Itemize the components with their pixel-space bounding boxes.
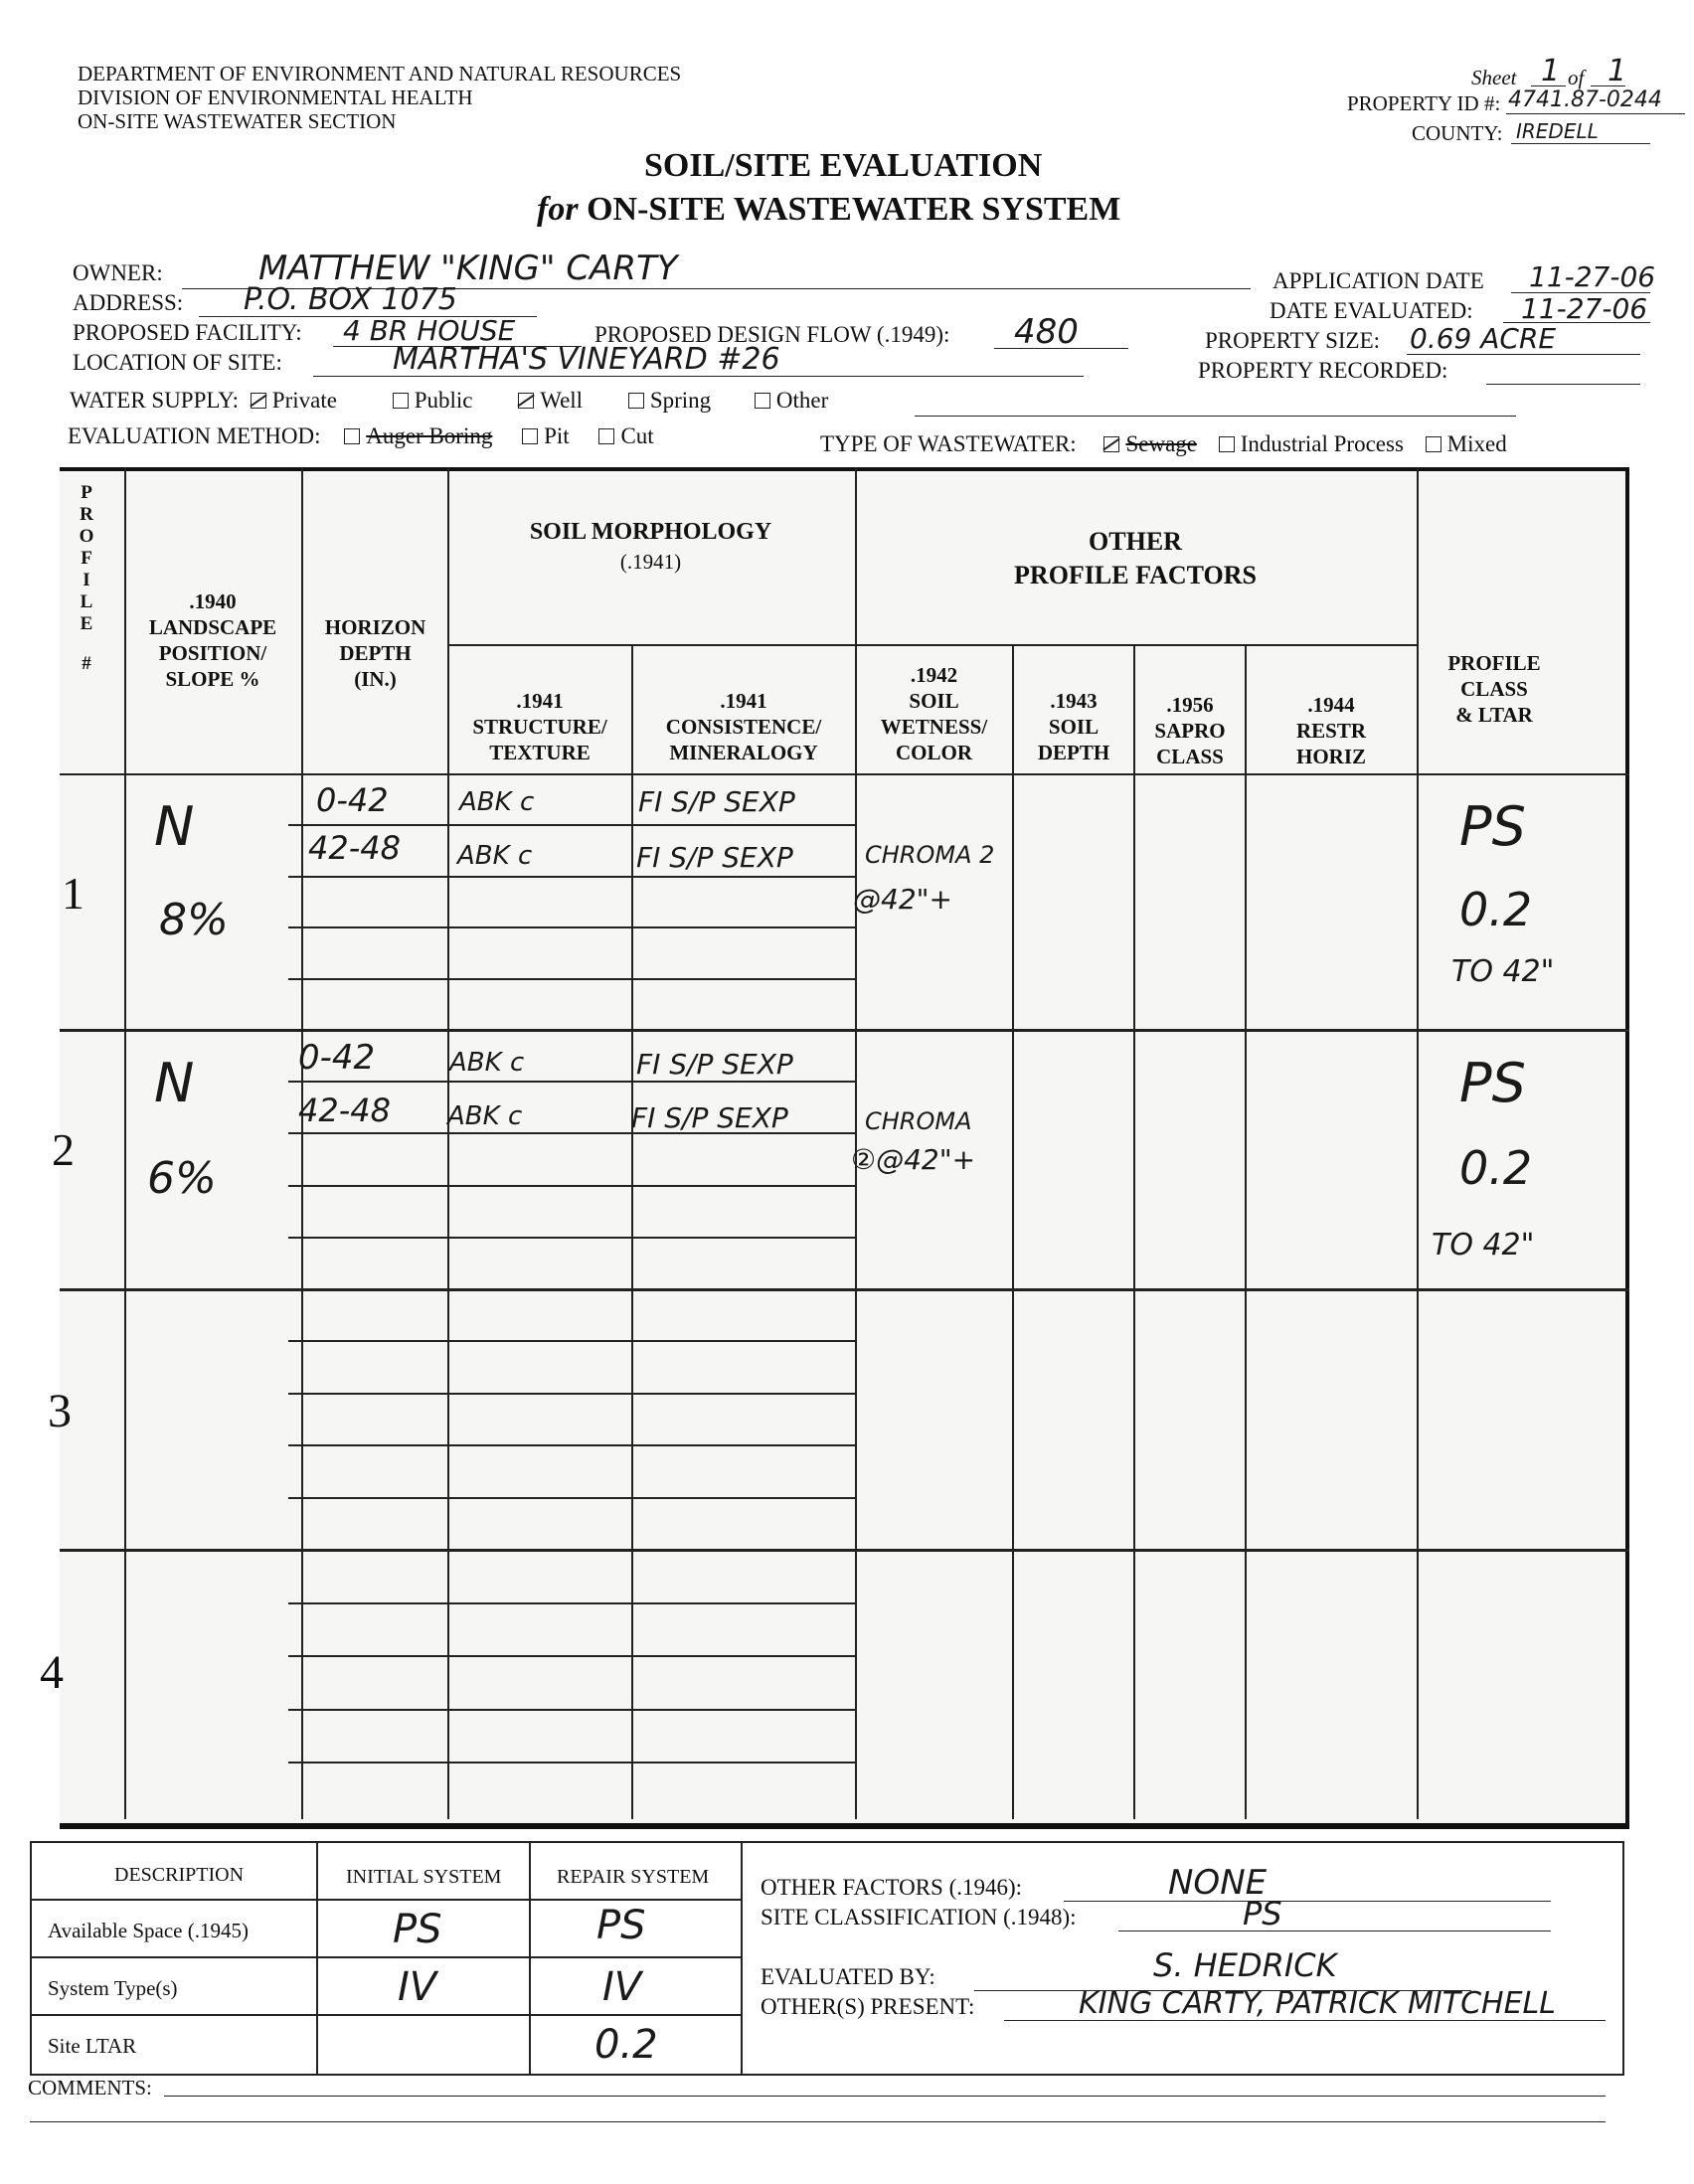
horizon-row-line — [288, 1081, 855, 1083]
subtitle-for: for — [537, 191, 579, 228]
dept-name: DEPARTMENT OF ENVIRONMENT AND NATURAL RESOURCES — [78, 62, 682, 85]
horizon-row-line — [288, 978, 855, 980]
division-name: DIVISION OF ENVIRONMENTAL HEALTH — [78, 85, 473, 109]
horizon-row-line — [288, 1393, 855, 1395]
address-label: ADDRESS: — [73, 290, 184, 315]
water-supply-row — [70, 388, 828, 414]
p1-landscape[interactable]: N — [154, 795, 195, 858]
profile-number-2: 2 — [52, 1124, 75, 1175]
water-supply-label: WATER SUPPLY: — [70, 388, 240, 413]
profile-number-4: 4 — [40, 1646, 64, 1699]
soil-depth-header: .1943 SOIL DEPTH — [1037, 689, 1110, 764]
horizon-row-line — [288, 1237, 855, 1239]
public-checkbox[interactable] — [393, 393, 409, 409]
p2-ltar-depth[interactable]: TO 42" — [1432, 1228, 1535, 1262]
spring-checkbox[interactable] — [628, 393, 644, 409]
wastewater-label: TYPE OF WASTEWATER: — [820, 431, 1077, 456]
design-flow-label: PROPOSED DESIGN FLOW (.1949): — [594, 322, 950, 347]
others-present-field[interactable]: KING CARTY, PATRICK MITCHELL — [1079, 1986, 1556, 2021]
app-date-label: APPLICATION DATE — [1272, 268, 1484, 293]
industrial-checkbox[interactable] — [1219, 436, 1235, 452]
landscape-header: .1940 LANDSCAPE POSITION/ SLOPE % — [148, 589, 277, 691]
site-ltar-label: Site LTAR — [48, 2034, 137, 2058]
system-type-initial[interactable]: IV — [398, 1964, 437, 2010]
prop-size-label: PROPERTY SIZE: — [1205, 328, 1381, 353]
location-label: LOCATION OF SITE: — [73, 350, 282, 375]
site-classification-field[interactable]: PS — [1243, 1895, 1282, 1932]
profile-class-header: PROFILE CLASS & LTAR — [1447, 651, 1541, 727]
p1-consistence-2[interactable]: FI S/P SEXP — [636, 841, 793, 874]
date-eval-field[interactable]: 11-27-06 — [1521, 292, 1648, 325]
cut-label: Cut — [620, 423, 654, 448]
p2-depth-2[interactable]: 42-48 — [298, 1092, 391, 1129]
form-title: SOIL/SITE EVALUATION — [644, 147, 1043, 184]
evaluated-by-label: EVALUATED BY: — [761, 1964, 935, 1989]
p2-consistence-2[interactable]: FI S/P SEXP — [631, 1101, 788, 1134]
system-type-label: System Type(s) — [48, 1976, 178, 2000]
pit-label: Pit — [544, 423, 570, 448]
facility-label: PROPOSED FACILITY: — [73, 320, 302, 345]
p2-slope[interactable]: 6% — [147, 1153, 217, 1204]
property-id-value: 4741.87-0244 — [1508, 87, 1662, 112]
available-space-initial[interactable]: PS — [393, 1907, 442, 1952]
location-field[interactable]: MARTHA'S VINEYARD #26 — [393, 342, 780, 377]
consistence-header: .1941 CONSISTENCE/ MINERALOGY — [665, 689, 822, 764]
initial-system-header: INITIAL SYSTEM — [346, 1866, 502, 1888]
p1-wetness-2[interactable]: @42"+ — [853, 883, 952, 916]
soil-morphology-header: SOIL MORPHOLOGY (.1941) — [529, 519, 772, 574]
p1-ltar-depth[interactable]: TO 42" — [1451, 954, 1555, 989]
horizon-header: HORIZON DEPTH (IN.) — [324, 615, 426, 691]
form-subtitle — [537, 191, 1120, 229]
sapro-header: .1956 SAPRO CLASS — [1154, 693, 1226, 768]
profile-header: P R O F I L E # — [79, 482, 94, 674]
restr-header: .1944 RESTR HORIZ — [1295, 693, 1367, 768]
sheet-label: Sheet — [1471, 66, 1517, 89]
p1-consistence-1[interactable]: FI S/P SEXP — [638, 785, 795, 818]
sewage-checkbox[interactable] — [1103, 436, 1119, 452]
profile-number-3: 3 — [48, 1385, 72, 1437]
address-field[interactable]: P.O. BOX 1075 — [244, 282, 457, 317]
pit-checkbox[interactable] — [522, 428, 538, 444]
p2-wetness-2[interactable]: ②@42"+ — [851, 1143, 976, 1176]
p1-structure-1[interactable]: ABK c — [459, 787, 535, 817]
p2-structure-1[interactable]: ABK c — [449, 1048, 525, 1078]
eval-method-label: EVALUATION METHOD: — [68, 423, 321, 448]
sheet-info — [1347, 54, 1685, 149]
description-header: DESCRIPTION — [114, 1864, 245, 1886]
p1-wetness-1[interactable]: CHROMA 2 — [865, 841, 995, 869]
owner-label: OWNER: — [73, 260, 163, 285]
p2-ltar[interactable]: 0.2 — [1459, 1141, 1533, 1195]
structure-header: .1941 STRUCTURE/ TEXTURE — [472, 689, 607, 764]
sewage-label: Sewage — [1125, 431, 1197, 456]
p2-class[interactable]: PS — [1459, 1052, 1526, 1114]
horizon-row-line — [288, 824, 855, 826]
horizon-row-line — [288, 1762, 855, 1764]
private-checkbox[interactable] — [251, 393, 266, 409]
p2-depth-1[interactable]: 0-42 — [298, 1038, 376, 1078]
horizon-row-line — [288, 1185, 855, 1187]
system-type-repair[interactable]: IV — [602, 1964, 642, 2010]
property-id-label: PROPERTY ID #: — [1347, 91, 1501, 115]
cut-checkbox[interactable] — [598, 428, 614, 444]
mixed-label: Mixed — [1446, 431, 1507, 456]
other-supply-checkbox[interactable] — [755, 393, 770, 409]
sheet-number: 1 — [1541, 54, 1561, 88]
horizon-row-line — [288, 1709, 855, 1711]
other-supply-label: Other — [775, 388, 829, 413]
p2-landscape[interactable]: N — [154, 1052, 195, 1114]
available-space-repair[interactable]: PS — [596, 1903, 646, 1948]
public-label: Public — [414, 388, 473, 413]
wastewater-row — [820, 431, 1507, 457]
available-space-label: Available Space (.1945) — [48, 1919, 249, 1942]
prop-size-field[interactable]: 0.69 ACRE — [1410, 322, 1557, 355]
p2-consistence-1[interactable]: FI S/P SEXP — [636, 1048, 793, 1081]
prop-recorded-label: PROPERTY RECORDED: — [1198, 358, 1448, 383]
p1-ltar[interactable]: 0.2 — [1459, 883, 1533, 936]
p1-depth-1[interactable]: 0-42 — [316, 781, 389, 819]
agency-header — [78, 62, 681, 133]
p1-class[interactable]: PS — [1459, 795, 1526, 858]
p2-wetness-1[interactable]: CHROMA — [865, 1107, 972, 1135]
p1-slope[interactable]: 8% — [159, 895, 229, 945]
p1-depth-2[interactable]: 42-48 — [308, 829, 401, 867]
comments-label: COMMENTS: — [28, 2076, 152, 2100]
p2-structure-2[interactable]: ABK c — [447, 1101, 523, 1131]
p1-structure-2[interactable]: ABK c — [457, 841, 533, 871]
horizon-row-line — [288, 1655, 855, 1657]
site-ltar-repair[interactable]: 0.2 — [594, 2022, 658, 2068]
horizon-row-line — [288, 1444, 855, 1446]
evaluated-by-field[interactable]: S. HEDRICK — [1153, 1946, 1337, 1984]
date-eval-label: DATE EVALUATED: — [1270, 298, 1473, 323]
other-factors-header: OTHER PROFILE FACTORS — [1014, 527, 1257, 589]
profile-number-1: 1 — [62, 868, 85, 919]
mixed-checkbox[interactable] — [1426, 436, 1441, 452]
others-present-label: OTHER(S) PRESENT: — [761, 1994, 975, 2019]
horizon-row-line — [288, 1497, 855, 1499]
other-factors-field[interactable]: NONE — [1168, 1863, 1268, 1903]
eval-method-row — [68, 423, 654, 449]
industrial-label: Industrial Process — [1240, 431, 1404, 456]
spring-label: Spring — [649, 388, 712, 413]
of-label: of — [1568, 66, 1585, 89]
auger-label: Auger Boring — [366, 423, 493, 448]
design-flow-field[interactable]: 480 — [1014, 312, 1079, 352]
facility-field[interactable]: 4 BR HOUSE — [343, 314, 516, 347]
site-classification-label: SITE CLASSIFICATION (.1948): — [761, 1905, 1077, 1930]
section-name: ON-SITE WASTEWATER SECTION — [78, 109, 397, 133]
well-checkbox[interactable] — [518, 393, 534, 409]
app-date-field[interactable]: 11-27-06 — [1529, 260, 1656, 293]
sheet-total: 1 — [1608, 54, 1627, 88]
subtitle-text: ON-SITE WASTEWATER SYSTEM — [587, 191, 1121, 228]
private-label: Private — [271, 388, 337, 413]
repair-system-header: REPAIR SYSTEM — [557, 1866, 710, 1888]
wetness-header: .1942 SOIL WETNESS/ COLOR — [880, 663, 988, 764]
horizon-row-line — [288, 876, 855, 878]
horizon-row-line — [288, 926, 855, 928]
well-label: Well — [540, 388, 584, 413]
county-label: COUNTY: — [1412, 121, 1503, 145]
other-factors-label: OTHER FACTORS (.1946): — [761, 1875, 1023, 1900]
county-value: IREDELL — [1516, 119, 1599, 143]
horizon-row-line — [288, 1602, 855, 1604]
auger-checkbox[interactable] — [344, 428, 360, 444]
owner-field[interactable]: MATTHEW "KING" CARTY — [258, 249, 678, 288]
horizon-row-line — [288, 1340, 855, 1342]
